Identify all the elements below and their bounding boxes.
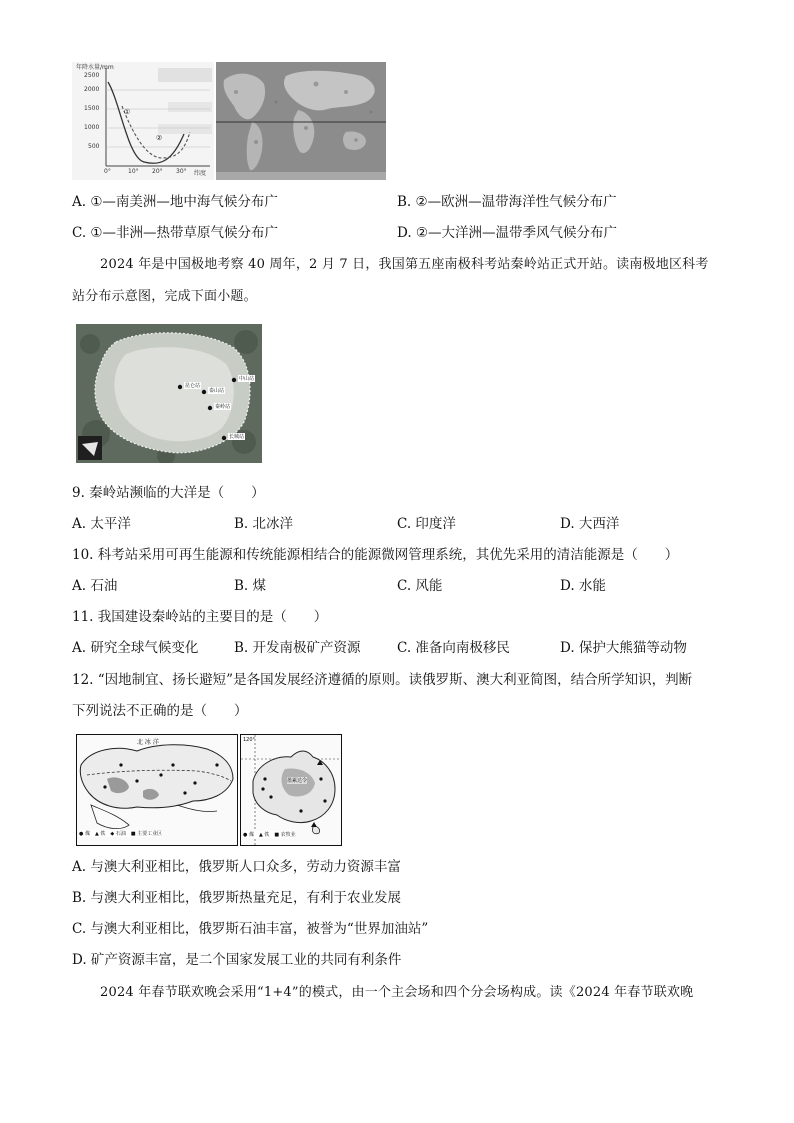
precipitation-chart — [72, 62, 214, 180]
q12-option-c[interactable]: C. 与澳大利亚相比，俄罗斯石油丰富，被誉为“世界加油站” — [72, 921, 429, 937]
q8-option-a[interactable]: A. ①—南美洲—地中海气候分布广 — [72, 194, 278, 210]
ocean-label: 北 冰 洋 — [137, 739, 159, 746]
q9-option-b[interactable]: B. 北冰洋 — [234, 516, 294, 532]
station-label: 长城站 — [229, 434, 245, 440]
station-label: 秦岭站 — [215, 404, 231, 410]
q11-stem: 11. 我国建设秦岭站的主要目的是（ ） — [72, 609, 328, 625]
q11-option-d[interactable]: D. 保护大熊猫等动物 — [560, 640, 687, 656]
x-tick: 纬度 — [194, 170, 207, 177]
q9-option-a[interactable]: A. 太平洋 — [72, 516, 131, 532]
q11-option-b[interactable]: B. 开发南极矿产资源 — [234, 640, 361, 656]
q11-option-c[interactable]: C. 准备向南极移民 — [397, 640, 510, 656]
q9-stem: 9. 秦岭站濒临的大洋是（ ） — [72, 485, 265, 501]
australia-map-svg — [241, 735, 341, 845]
region-label: 墨累达令 — [287, 778, 308, 784]
curve-marker: ② — [156, 134, 163, 142]
curve-marker: ① — [124, 108, 131, 116]
q8-option-d[interactable]: D. ②—大洋洲—温带季风气候分布广 — [397, 225, 618, 241]
q12-option-a[interactable]: A. 与澳大利亚相比，俄罗斯人口众多，劳动力资源丰富 — [72, 859, 401, 875]
x-tick: 10° — [128, 168, 139, 175]
q12-option-b[interactable]: B. 与澳大利亚相比，俄罗斯热量充足，有利于农业发展 — [72, 890, 402, 906]
station-label: 昆仑站 — [185, 383, 201, 389]
station-label: 中山站 — [239, 376, 255, 382]
antarctic-map — [76, 324, 262, 463]
q12-stem-line1: 12. “因地制宜、扬长避短”是各国发展经济遵循的原则。读俄罗斯、澳大利亚简图，结合所学知识，判断 — [72, 672, 693, 688]
y-tick: 500 — [88, 143, 100, 150]
russia-map — [76, 734, 238, 846]
y-tick: 1500 — [84, 105, 100, 112]
precipitation-chart-svg — [72, 62, 214, 180]
q9-option-c[interactable]: C. 印度洋 — [397, 516, 456, 532]
lat-label: 120° — [243, 737, 256, 743]
x-tick: 20° — [152, 168, 163, 175]
world-map — [216, 62, 386, 180]
antarctic-map-svg — [76, 324, 262, 463]
q10-option-a[interactable]: A. 石油 — [72, 578, 118, 594]
q10-option-c[interactable]: C. 风能 — [397, 578, 443, 594]
russia-legend: ● 煤 ▲ 铁 ◆ 石油 ■ 主要工业区 — [79, 831, 163, 837]
q12-stem-line2: 下列说法不正确的是（ ） — [72, 703, 248, 719]
q8-option-b[interactable]: B. ②—欧洲—温带海洋性气候分布广 — [397, 194, 617, 210]
q8-option-c[interactable]: C. ①—非洲—热带草原气候分布广 — [72, 225, 279, 241]
russia-map-svg — [77, 735, 237, 845]
y-tick: 1000 — [84, 124, 100, 131]
australia-map — [240, 734, 342, 846]
world-map-svg — [216, 62, 386, 180]
x-tick: 30° — [176, 168, 187, 175]
antarctic-intro-line1: 2024 年是中国极地考察 40 周年，2 月 7 日，我国第五座南极科考站秦岭站正式开站。读南极地区科考 — [100, 257, 709, 272]
station-label: 泰山站 — [209, 388, 225, 394]
q9-option-d[interactable]: D. 大西洋 — [560, 516, 620, 532]
x-tick: 0° — [104, 168, 111, 175]
antarctic-intro-line2: 站分布示意图，完成下面小题。 — [72, 289, 257, 304]
q10-stem: 10. 科考站采用可再生能源和传统能源相结合的能源微网管理系统，其优先采用的清洁能源是（ ） — [72, 547, 679, 563]
y-tick: 2000 — [84, 86, 100, 93]
australia-legend: ● 煤 ▲ 铁 ■ 农牧业 — [243, 832, 296, 838]
q11-option-a[interactable]: A. 研究全球气候变化 — [72, 640, 199, 656]
y-tick: 2500 — [84, 72, 100, 79]
q10-option-b[interactable]: B. 煤 — [234, 578, 267, 594]
y-axis-label: 年降水量/mm — [76, 64, 114, 71]
q12-option-d[interactable]: D. 矿产资源丰富，是二个国家发展工业的共同有利条件 — [72, 952, 402, 968]
gala-intro-line1: 2024 年春节联欢晚会采用“1+4”的模式，由一个主会场和四个分会场构成。读《2024 年春节联欢晚 — [100, 985, 694, 1000]
q10-option-d[interactable]: D. 水能 — [560, 578, 606, 594]
